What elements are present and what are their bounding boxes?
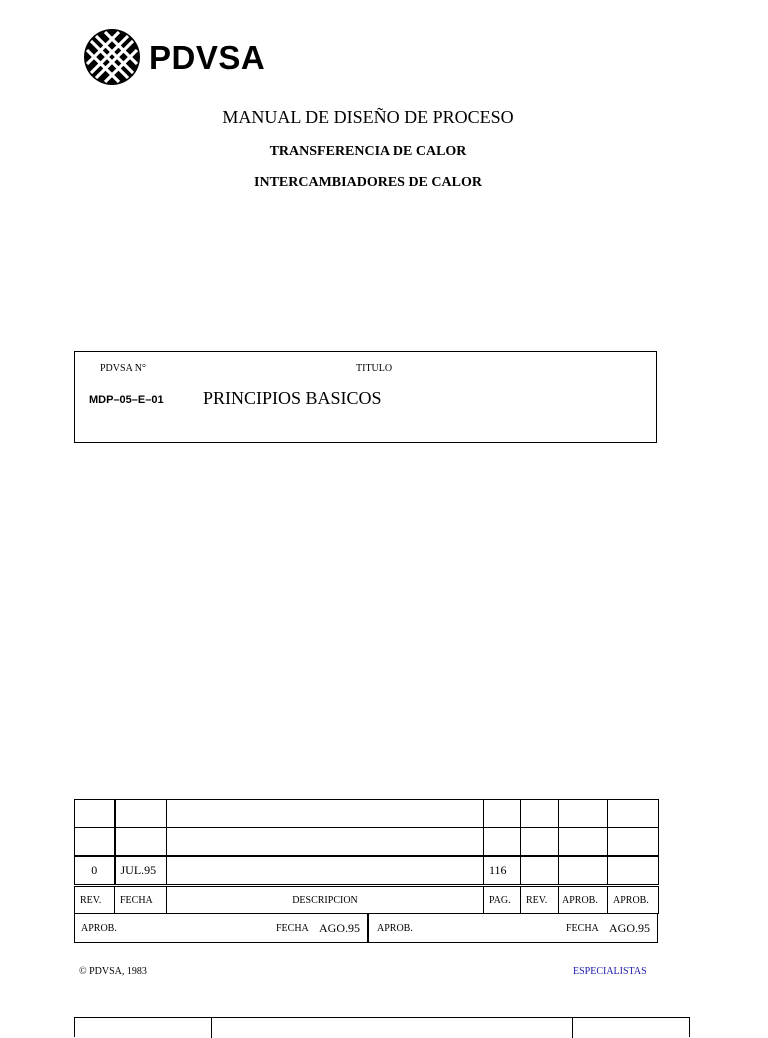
approval-row xyxy=(74,913,658,943)
pag-cell xyxy=(484,800,521,828)
manual-subtitle-1: TRANSFERENCIA DE CALOR xyxy=(269,144,467,159)
manual-title: MANUAL DE DISEÑO DE PROCESO xyxy=(222,107,514,127)
manual-subtitle-2: INTERCAMBIADORES DE CALOR xyxy=(254,175,482,190)
approval-divider xyxy=(367,913,369,942)
approval-right-date-label: FECHA xyxy=(566,923,599,934)
rev2-cell xyxy=(521,800,559,828)
doc-number-label: PDVSA N° xyxy=(100,363,146,374)
pdvsa-logo xyxy=(83,28,293,88)
approval-right-label: APROB. xyxy=(377,923,413,934)
descripcion-cell xyxy=(167,828,484,857)
logo-wordmark: PDVSA xyxy=(149,39,266,76)
pag-header: PAG. xyxy=(484,886,521,914)
table-row xyxy=(75,800,659,828)
table-row xyxy=(75,828,659,857)
descripcion-cell xyxy=(167,856,484,886)
rev2-cell xyxy=(521,856,559,886)
fecha-header: FECHA xyxy=(115,886,167,914)
rev-cell xyxy=(75,800,115,828)
rev-header: REV. xyxy=(75,886,115,914)
approval-left-date: AGO.95 xyxy=(319,921,360,935)
pag-cell: 116 xyxy=(484,856,521,886)
aprob1-cell xyxy=(559,856,608,886)
rev2-cell xyxy=(521,828,559,857)
doc-title-label: TITULO xyxy=(356,363,393,374)
rev2-header: REV. xyxy=(521,886,559,914)
doc-title: PRINCIPIOS BASICOS xyxy=(203,388,382,408)
fecha-cell xyxy=(115,800,167,828)
pdvsa-emblem-icon xyxy=(83,28,141,86)
box-divider xyxy=(572,1018,573,1038)
fecha-cell xyxy=(115,828,167,857)
table-header-row xyxy=(75,886,659,914)
aprob2-cell xyxy=(608,856,659,886)
box-divider xyxy=(211,1018,212,1038)
aprob1-cell xyxy=(559,800,608,828)
descripcion-cell xyxy=(167,800,484,828)
fecha-cell: JUL.95 xyxy=(115,856,167,886)
pag-cell xyxy=(484,828,521,857)
doc-number: MDP–05–E–01 xyxy=(89,394,164,406)
table-row xyxy=(75,856,659,886)
document-title-box xyxy=(74,351,657,443)
aprob2-cell xyxy=(608,828,659,857)
aprob1-header: APROB. xyxy=(559,886,608,914)
approval-right-date: AGO.95 xyxy=(609,921,650,935)
aprob2-cell xyxy=(608,800,659,828)
aprob2-header: APROB. xyxy=(608,886,659,914)
copyright-text: © PDVSA, 1983 xyxy=(79,966,147,977)
approval-left-label: APROB. xyxy=(81,923,117,934)
rev-cell xyxy=(75,828,115,857)
approval-left-date-label: FECHA xyxy=(276,923,309,934)
specialists-link[interactable]: ESPECIALISTAS xyxy=(573,966,647,977)
rev-cell: 0 xyxy=(75,856,115,886)
aprob1-cell xyxy=(559,828,608,857)
revision-table xyxy=(74,799,659,914)
descripcion-header: DESCRIPCION xyxy=(167,886,484,914)
next-page-header-box xyxy=(74,1017,690,1037)
